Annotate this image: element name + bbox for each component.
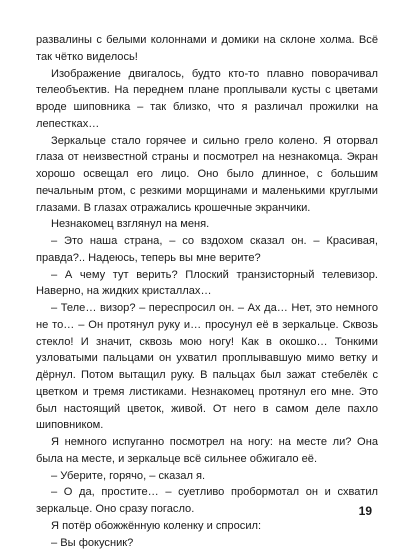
page-number: 19: [359, 504, 372, 518]
paragraph: Я потёр обожжённую коленку и спросил:: [36, 518, 378, 535]
paragraph: – О да, простите… – суетливо пробормотал он и схватил зеркальце. Оно сразу погасло.: [36, 484, 378, 518]
paragraph: Зеркальце стало горячее и сильно грело колено. Я оторвал глаза от неизвестной страны и посмотрел на незнакомца. Экран хорошо освещал его лицо. Оно было длинное, с большим печальным ртом, с резкими морщинами и маленькими круглыми глазами. В глазах отражались крошечные экранчики.: [36, 133, 378, 217]
paragraph: – Теле… визор? – переспросил он. – Ах да… Нет, это немного не то… – Он протянул руку и… просунул её в зеркальце. Сквозь стекло! И значит, сквозь мою ногу! Как в окошко… Тонкими узловатыми пальцами он ухватил проплывавшую мимо ветку и дёрнул. Потом вытащил руку. В пальцах был зажат стебелёк с цветком и тремя листиками. Незнакомец протянул его мне. Это был настоящий цветок, живой. От него в самом деле пахло шиповником.: [36, 300, 378, 434]
paragraph: Незнакомец взглянул на меня.: [36, 216, 378, 233]
paragraph: развалины с белыми колоннами и домики на склоне холма. Всё так чётко виделось!: [36, 32, 378, 66]
paragraph: – Это наша страна, – со вздохом сказал он. – Красивая, правда?.. Надеюсь, теперь вы мне верите?: [36, 233, 378, 267]
paragraph: – А чему тут верить? Плоский транзисторный телевизор. Наверно, на жидких кристаллах…: [36, 267, 378, 301]
paragraph: – Вы фокусник?: [36, 535, 378, 551]
paragraph: Изображение двигалось, будто кто-то плавно поворачивал телеобъектив. На переднем плане проплывали кусты с цветами вроде шиповника – так близко, что я различал прожилки на лепестках…: [36, 66, 378, 133]
paragraph: Я немного испуганно посмотрел на ногу: на месте ли? Она была на месте, и зеркальце всё сильнее обжигало её.: [36, 434, 378, 468]
body-text: [36, 32, 378, 551]
paragraph: – Уберите, горячо, – сказал я.: [36, 468, 378, 485]
